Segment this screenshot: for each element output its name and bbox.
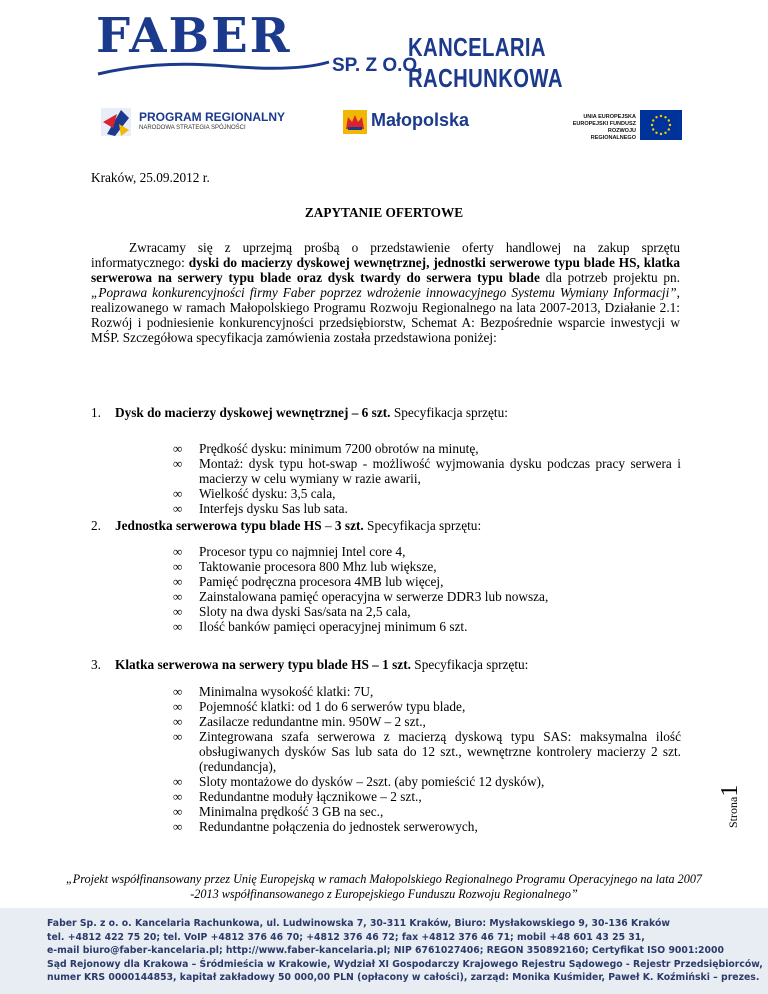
list-item: ∞ Zainstalowana pamięć operacyjna w serwerze DDR3 lub nowsza, bbox=[173, 589, 681, 604]
logo-swoosh-icon bbox=[96, 58, 331, 80]
document-date: Kraków, 25.09.2012 r. bbox=[91, 170, 210, 185]
eu-logo-text: UNIA EUROPEJSKA EUROPEJSKI FUNDUSZ ROZWOJU REGIONALNEGO bbox=[572, 114, 636, 141]
eu-star-icon bbox=[668, 119, 670, 121]
list-item: ∞ Sloty na dwa dyski Sas/sata na 2,5 cala, bbox=[173, 604, 681, 619]
eu-star-icon bbox=[652, 128, 654, 130]
document-title: ZAPYTANIE OFERTOWE bbox=[304, 205, 464, 220]
program-subtitle: NARODOWA STRATEGIA SPÓJNOŚCI bbox=[139, 125, 246, 131]
list-item: ∞ Taktowanie procesora 800 Mhz lub większe, bbox=[173, 559, 681, 574]
eu-star-icon bbox=[655, 116, 657, 118]
eu-star-icon bbox=[668, 128, 670, 130]
list-item: ∞ Pojemność klatki: od 1 do 6 serwerów typu blade, bbox=[173, 699, 681, 714]
section-3-list bbox=[173, 684, 681, 834]
eu-star-icon bbox=[669, 124, 671, 126]
eu-star-icon bbox=[664, 132, 666, 134]
intro-paragraph: Zwracamy się z uprzejmą prośbą o przedstawienie oferty handlowej na zakup sprzętu informatycznego: dyski do macierzy dyskowej wewnętrznej, jednostki serwerowe typu blade HS, klatka serwerowa na serwery typu blade oraz dysk twardy do serwera typu blade dla potrzeb projektu pn. „Poprawa konkurencyjności firmy Faber poprzez wdrożenie innowacyjnego Systemu Wymiany Informacji”, realizowanego w ramach Małopolskiego Programu Rozwoju Regionalnego na lata 2007-2013, Działanie 2.1: Rozwój i podniesienie konkurencyjności przedsiębiorstw, Schemat A: Bezpośrednie wsparcie inwestycji w MŚP. Szczegółowa specyfikacja zamówienia została przedstawiona poniżej: bbox=[91, 240, 681, 345]
footer-line: Faber Sp. z o. o. Kancelaria Rachunkowa, ul. Ludwinowska 7, 30-311 Kraków, Biuro: Mysłakowskiego 9, 30-136 Kraków bbox=[47, 918, 670, 929]
eu-star-icon bbox=[664, 116, 666, 118]
section-1-list bbox=[173, 441, 681, 516]
list-item: ∞ Sloty montażowe do dysków – 2szt. (aby pomieścić 12 dysków), bbox=[173, 774, 681, 789]
eu-star-icon bbox=[655, 132, 657, 134]
list-item: ∞ Montaż: dysk typu hot-swap - możliwość wyjmowania dysku podczas pracy serwera i macierzy w celu wymiany w razie awarii, bbox=[173, 456, 681, 486]
list-item: ∞ Minimalna prędkość 3 GB na sec., bbox=[173, 804, 681, 819]
list-item: ∞ Prędkość dysku: minimum 7200 obrotów na minutę, bbox=[173, 441, 681, 456]
faber-logo: FABER bbox=[96, 8, 292, 64]
page-number bbox=[715, 770, 765, 830]
list-item: ∞ Zintegrowana szafa serwerowa z macierzą dyskową typu SAS: maksymalna ilość obsługiwanych dysków Sas lub sata do 12 szt., wewnętrzne kontrolery macierzy 2 szt. (redundancja), bbox=[173, 729, 681, 774]
eu-star-icon bbox=[660, 133, 662, 135]
list-item: ∞ Redundantne moduły łącznikowe – 2 szt., bbox=[173, 789, 681, 804]
footer-line: e-mail biuro@faber-kancelaria.pl; http://www.faber-kancelaria.pl; NIP 6761027406; REGON 350892160; Certyfikat ISO 9001:2000 bbox=[47, 945, 724, 956]
company-form-label: SP. Z O.O. bbox=[332, 55, 423, 76]
cofinancing-note: „Projekt współfinansowany przez Unię Europejską w ramach Małopolskiego Regionalnego Programu Operacyjnego na lata 2007 -2013 współfinansowanego z Europejskiego Funduszu Rozwoju Regionalnego” bbox=[65, 872, 703, 901]
page-label: Strona bbox=[726, 796, 740, 828]
list-item: ∞ Minimalna wysokość klatki: 7U, bbox=[173, 684, 681, 699]
section-1-heading: 1. Dysk do macierzy dyskowej wewnętrznej – 6 szt. Specyfikacja sprzętu: bbox=[91, 405, 508, 420]
eu-star-icon bbox=[651, 124, 653, 126]
company-tagline: KANCELARIA RACHUNKOWA bbox=[408, 32, 563, 93]
footer-line: tel. +4812 422 75 20; tel. VoIP +4812 376 46 70; +4812 376 46 72; fax +4812 376 46 71; mobil +48 601 43 25 31, bbox=[47, 931, 645, 943]
list-item: ∞ Wielkość dysku: 3,5 cala, bbox=[173, 486, 681, 501]
list-item: ∞ Zasilacze redundantne min. 950W – 2 szt., bbox=[173, 714, 681, 729]
page-number-value: 1 bbox=[717, 784, 743, 797]
eu-logo bbox=[568, 110, 683, 142]
eu-star-icon bbox=[652, 119, 654, 121]
program-regionalny-logo bbox=[99, 104, 286, 140]
list-item: ∞ Pamięć podręczna procesora 4MB lub więcej, bbox=[173, 574, 681, 589]
malopolska-text: Małopolska bbox=[371, 110, 470, 130]
footer-line: numer KRS 0000144853, kapitał zakładowy 50 000,00 PLN (opłacony w całości), zarząd: Monika Kuśmider, Paweł K. Koźmiński – prezes. bbox=[47, 972, 760, 983]
section-2-heading: 2. Jednostka serwerowa typu blade HS – 3 szt. Specyfikacja sprzętu: bbox=[91, 518, 482, 533]
malopolska-crown-icon bbox=[343, 110, 367, 134]
list-item: ∞ Procesor typu co najmniej Intel core 4, bbox=[173, 544, 681, 559]
footer-line: Sąd Rejonowy dla Krakowa – Śródmieścia w Krakowie, Wydział XI Gospodarczy Krajowego Rejestru Sądowego - Rejestr Przedsiębiorców, bbox=[47, 958, 763, 970]
program-title: PROGRAM REGIONALNY bbox=[139, 110, 286, 124]
eu-flag-icon bbox=[640, 110, 682, 140]
list-item: ∞ Ilość banków pamięci operacyjnej minimum 6 szt. bbox=[173, 619, 681, 634]
list-item: ∞ Redundantne połączenia do jednostek serwerowych, bbox=[173, 819, 681, 834]
program-star-icon bbox=[99, 104, 135, 140]
list-item: ∞ Interfejs dysku Sas lub sata. bbox=[173, 501, 681, 516]
section-2-list bbox=[173, 544, 681, 634]
eu-star-icon bbox=[660, 115, 662, 117]
footer bbox=[0, 908, 768, 994]
section-3-heading: 3. Klatka serwerowa na serwery typu blade HS – 1 szt. Specyfikacja sprzętu: bbox=[91, 657, 529, 672]
